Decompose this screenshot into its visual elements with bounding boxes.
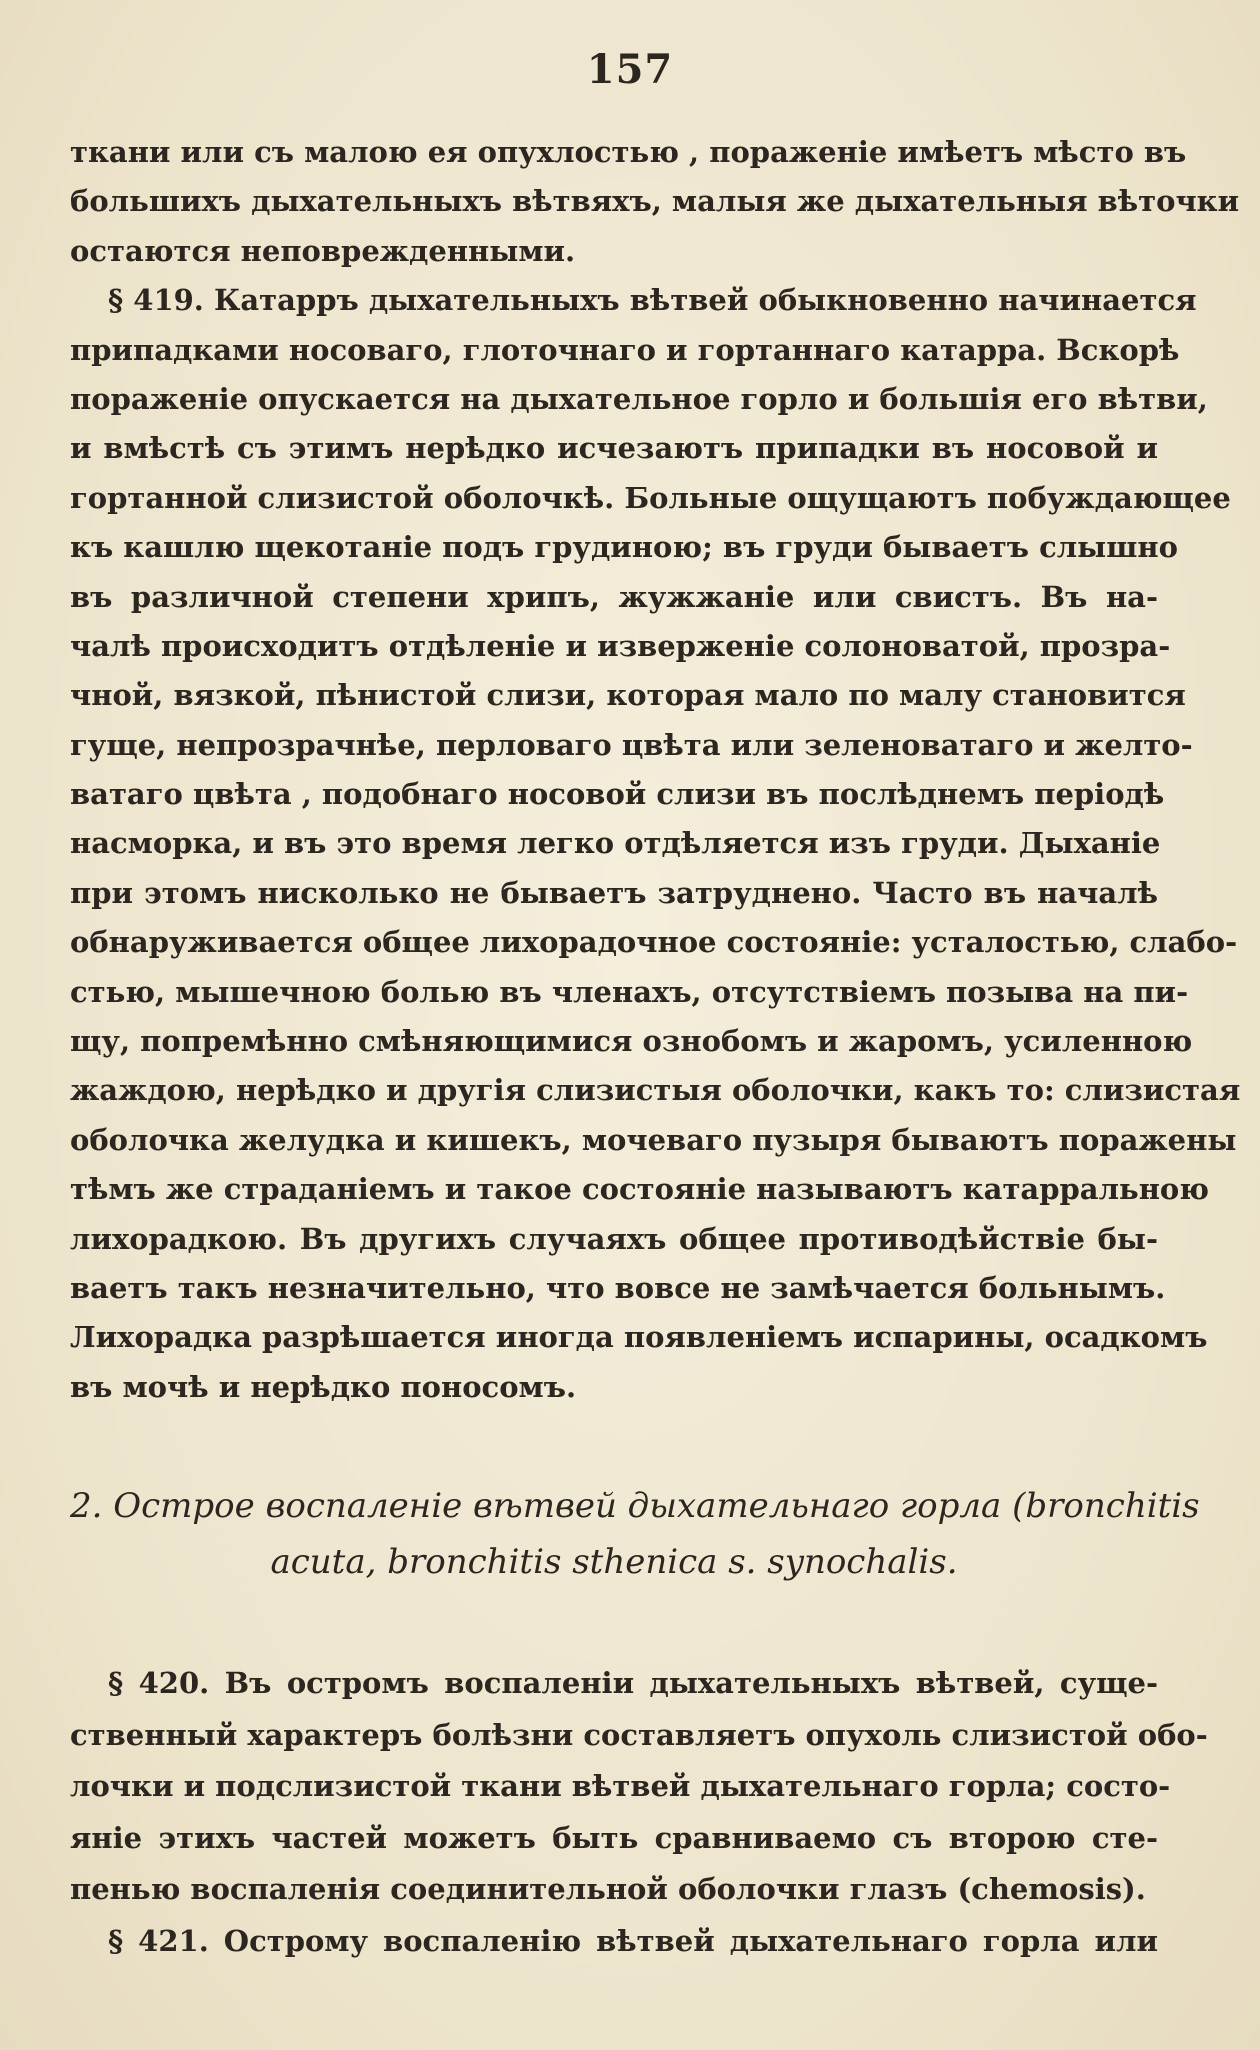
text-line: оболочка желудка и кишекъ, мочеваго пузыря бываютъ поражены xyxy=(70,1122,1237,1157)
text-line: пораженіе опускается на дыхательное горло и большія его вѣтви, xyxy=(70,381,1208,416)
text-line: остаются неповрежденными. xyxy=(70,233,576,268)
lower-text-block xyxy=(70,1658,1208,1967)
text-line: чалѣ происходитъ отдѣленіе и изверженіе солоноватой, прозра- xyxy=(70,628,1171,663)
text-line: насморка, и въ это время легко отдѣляется изъ груди. Дыханіе xyxy=(70,826,1161,861)
text-line: ственный характеръ болѣзни составляетъ опухоль слизистой обо- xyxy=(70,1717,1208,1752)
heading-line-1: 2. Острое воспаленіе вѣтвей дыхательнаго горла (bronchitis xyxy=(70,1486,1200,1526)
text-line: жаждою, нерѣдко и другія слизистыя оболочки, какъ то: слизистая xyxy=(70,1073,1241,1108)
text-line: въ мочѣ и нерѣдко поносомъ. xyxy=(70,1369,577,1404)
text-line: и вмѣстѣ съ этимъ нерѣдко исчезаютъ припадки въ носовой и xyxy=(70,431,1158,466)
section-419-first-line: § 419. Катарръ дыхательныхъ вѣтвей обыкновенно начинается xyxy=(108,283,1197,318)
text-line: тѣмъ же страданіемъ и такое состояніе называютъ катарральною xyxy=(70,1172,1210,1207)
text-line: ткани или съ малою ея опухлостью , пораженіе имѣетъ мѣсто въ xyxy=(70,135,1187,169)
text-line: въ различной степени хрипъ, жужжаніе или свистъ. Въ на- xyxy=(70,579,1158,614)
text-line: стью, мышечною болью въ членахъ, отсутствіемъ позыва на пи- xyxy=(70,974,1189,1009)
text-line: щу, попремѣнно смѣняющимися ознобомъ и жаромъ, усиленною xyxy=(70,1024,1193,1059)
heading-line-2: acuta, bronchitis sthenica s. synochalis. xyxy=(270,1542,958,1582)
text-line: при этомъ нисколько не бываетъ затруднено. Часто въ началѣ xyxy=(70,875,1158,910)
section-421-first-line: § 421. Острому воспаленію вѣтвей дыхательнаго горла или xyxy=(108,1923,1158,1958)
text-line: къ кашлю щекотаніе подъ грудиною; въ груди бываетъ слышно xyxy=(70,530,1178,565)
text-line: лихорадкою. Въ другихъ случаяхъ общее противодѣйствіе бы- xyxy=(70,1221,1158,1256)
text-line: Лихорадка разрѣшается иногда появленіемъ испарины, осадкомъ xyxy=(70,1320,1208,1355)
main-text-block xyxy=(70,128,1241,1412)
text-line: обнаруживается общее лихорадочное состояніе: усталостью, слабо- xyxy=(70,925,1238,960)
text-line: большихъ дыхательныхъ вѣтвяхъ, малыя же дыхательныя вѣточки xyxy=(70,184,1240,219)
text-line: гортанной слизистой оболочкѣ. Больные ощущаютъ побуждающее xyxy=(70,480,1231,515)
section-420-first-line: § 420. Въ остромъ воспаленіи дыхательныхъ вѣтвей, суще- xyxy=(108,1666,1158,1700)
text-line: гуще, непрозрачнѣе, перловаго цвѣта или зеленоватаго и желто- xyxy=(70,727,1193,762)
text-line: припадками носоваго, глоточнаго и гортаннаго катарра. Вскорѣ xyxy=(70,332,1180,367)
text-line: чной, вязкой, пѣнистой слизи, которая мало по малу становится xyxy=(70,678,1186,713)
text-line: пенью воспаленія соединительной оболочки глазъ (chemosis). xyxy=(70,1872,1146,1906)
section-heading xyxy=(70,1478,1200,1590)
page-number: 157 xyxy=(586,46,674,93)
text-line: яніе этихъ частей можетъ быть сравниваемо съ второю сте- xyxy=(70,1820,1158,1855)
text-line: ватаго цвѣта , подобнаго носовой слизи въ послѣднемъ періодѣ xyxy=(70,777,1165,812)
text-line: лочки и подслизистой ткани вѣтвей дыхательнаго горла; состо- xyxy=(70,1769,1171,1803)
text-line: ваетъ такъ незначительно, что вовсе не замѣчается больнымъ. xyxy=(70,1270,1166,1305)
